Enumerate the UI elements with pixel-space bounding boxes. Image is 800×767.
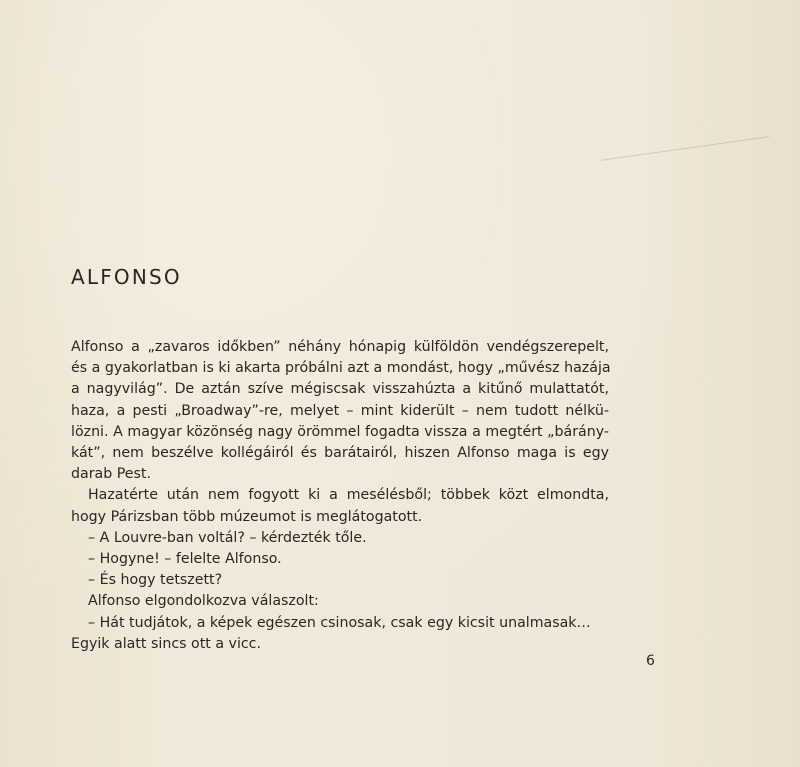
- text-line: hogy Párizsban több múzeumot is meglátogatott.: [71, 508, 423, 525]
- text-line: Hazatérte után nem fogyott ki a mesélésből; többek közt elmondta,: [88, 487, 609, 504]
- text-line: haza, a pesti „Broadway”-re, melyet – mint kiderült – nem tudott nélkü-: [71, 402, 609, 419]
- story-body: [71, 337, 609, 655]
- story-title: ALFONSO: [71, 265, 182, 289]
- text-line: Alfonso a „zavaros időkben” néhány hónapig külföldön vendégszerepelt,: [71, 339, 609, 355]
- text-line: Egyik alatt sincs ott a vicc.: [71, 635, 261, 652]
- text-line: és a gyakorlatban is ki akarta próbálni azt a mondást, hogy „művész hazája: [71, 360, 611, 377]
- text-line: a nagyvilág”. De aztán szíve mégiscsak visszahúzta a kitűnő mulattatót,: [71, 381, 609, 398]
- text-line: darab Pest.: [71, 466, 151, 483]
- dialogue-line: – És hogy tetszett?: [88, 572, 223, 589]
- page-number: 6: [646, 653, 655, 669]
- text-line: lözni. A magyar közönség nagy örömmel fogadta vissza a megtért „bárány-: [71, 423, 609, 440]
- dialogue-line: – Hogyne! – felelte Alfonso.: [88, 551, 282, 568]
- text-line: Alfonso elgondolkozva válaszolt:: [88, 593, 319, 610]
- dialogue-line: – Hát tudjátok, a képek egészen csinosak, csak egy kicsit unalmasak…: [88, 614, 591, 631]
- paper-scratch-mark: [601, 136, 769, 161]
- dialogue-line: – A Louvre-ban voltál? – kérdezték tőle.: [88, 529, 367, 546]
- text-line: kát”, nem beszélve kollégáiról és barátairól, hiszen Alfonso maga is egy: [71, 445, 609, 462]
